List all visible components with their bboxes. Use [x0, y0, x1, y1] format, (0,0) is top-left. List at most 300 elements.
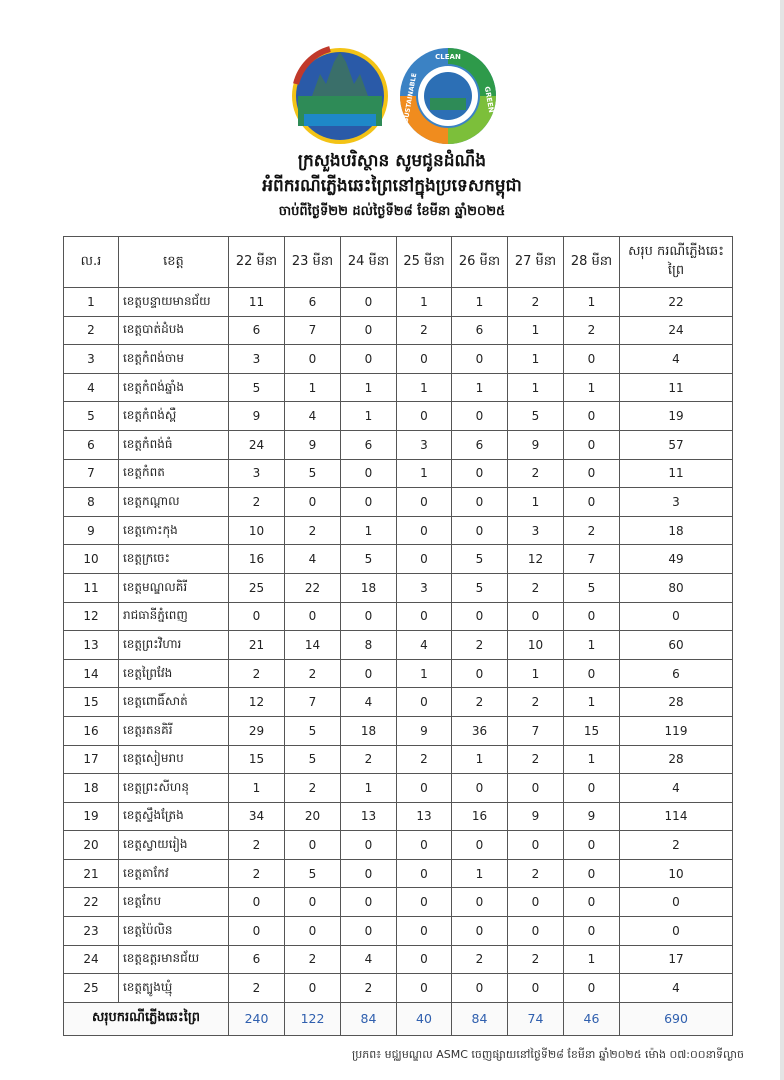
daily-count: 6 — [341, 430, 397, 459]
daily-count: 5 — [285, 459, 341, 488]
daily-count: 0 — [564, 974, 620, 1003]
row-number: 11 — [64, 573, 119, 602]
row-number: 5 — [64, 402, 119, 431]
daily-total: 84 — [341, 1002, 397, 1035]
daily-count: 2 — [285, 945, 341, 974]
column-header: សរុប ករណីភ្លើងឆេះព្រៃ — [620, 237, 733, 288]
row-number: 15 — [64, 688, 119, 717]
daily-count: 2 — [341, 745, 397, 774]
column-header: 26 មីនា — [452, 237, 508, 288]
column-header: ល.រ — [64, 237, 119, 288]
daily-count: 0 — [397, 945, 452, 974]
daily-count: 1 — [564, 288, 620, 317]
row-number: 10 — [64, 545, 119, 574]
table-row — [64, 945, 733, 974]
daily-count: 0 — [508, 888, 564, 917]
daily-count: 9 — [285, 430, 341, 459]
daily-count: 9 — [508, 430, 564, 459]
row-number: 25 — [64, 974, 119, 1003]
daily-count: 0 — [564, 430, 620, 459]
row-number: 17 — [64, 745, 119, 774]
daily-count: 29 — [229, 716, 285, 745]
row-number: 2 — [64, 316, 119, 345]
province-name: ខេត្តបាត់ដំបង — [119, 316, 229, 345]
row-total: 60 — [620, 631, 733, 660]
daily-count: 0 — [508, 831, 564, 860]
daily-count: 0 — [397, 488, 452, 517]
logo-clean-text: CLEAN — [435, 53, 461, 61]
daily-count: 0 — [564, 488, 620, 517]
daily-count: 2 — [452, 631, 508, 660]
province-name: ខេត្តកំពង់ស្ពឺ — [119, 402, 229, 431]
daily-count: 0 — [285, 831, 341, 860]
row-number: 13 — [64, 631, 119, 660]
daily-count: 15 — [564, 716, 620, 745]
daily-count: 0 — [397, 345, 452, 374]
row-total: 24 — [620, 316, 733, 345]
daily-count: 0 — [341, 659, 397, 688]
daily-count: 10 — [508, 631, 564, 660]
daily-count: 18 — [341, 573, 397, 602]
clean-green-sustainable-logo — [400, 48, 496, 144]
daily-count: 1 — [452, 288, 508, 317]
daily-count: 0 — [397, 859, 452, 888]
table-header-row — [64, 237, 733, 288]
table-row — [64, 774, 733, 803]
province-name: ខេត្តក្រចេះ — [119, 545, 229, 574]
daily-count: 16 — [229, 545, 285, 574]
row-total: 22 — [620, 288, 733, 317]
province-name: ខេត្តកែប — [119, 888, 229, 917]
province-name: ខេត្តព្រះវិហារ — [119, 631, 229, 660]
province-name: ខេត្តកោះកុង — [119, 516, 229, 545]
daily-count: 2 — [508, 459, 564, 488]
daily-count: 0 — [564, 774, 620, 803]
table-row — [64, 831, 733, 860]
daily-count: 4 — [397, 631, 452, 660]
daily-count: 2 — [229, 488, 285, 517]
daily-count: 0 — [397, 774, 452, 803]
table-row — [64, 974, 733, 1003]
daily-count: 0 — [564, 831, 620, 860]
daily-total: 240 — [229, 1002, 285, 1035]
totals-label: សរុបករណីភ្លើងឆេះព្រៃ — [64, 1002, 229, 1035]
daily-count: 6 — [285, 288, 341, 317]
daily-count: 10 — [229, 516, 285, 545]
province-name: ខេត្តព្រៃវែង — [119, 659, 229, 688]
row-total: 80 — [620, 573, 733, 602]
table-row — [64, 917, 733, 946]
province-name: ខេត្តកំពង់ធំ — [119, 430, 229, 459]
daily-count: 9 — [397, 716, 452, 745]
row-number: 1 — [64, 288, 119, 317]
daily-count: 1 — [229, 774, 285, 803]
daily-count: 1 — [397, 659, 452, 688]
daily-count: 0 — [341, 888, 397, 917]
daily-count: 4 — [341, 688, 397, 717]
daily-count: 2 — [397, 316, 452, 345]
source-note: ប្រភព៖ មជ្ឈមណ្ឌល ASMC ចេញផ្សាយនៅថ្ងៃទី២៨ ខែមីនា ឆ្នាំ២០២៥ ម៉ោង ០៧:០០នាទីល្ងាច — [352, 1048, 744, 1061]
daily-count: 4 — [341, 945, 397, 974]
daily-count: 0 — [229, 602, 285, 631]
daily-count: 0 — [564, 917, 620, 946]
daily-count: 8 — [341, 631, 397, 660]
daily-count: 0 — [452, 402, 508, 431]
column-header: 28 មីនា — [564, 237, 620, 288]
daily-count: 0 — [397, 688, 452, 717]
daily-count: 0 — [564, 402, 620, 431]
daily-count: 0 — [397, 516, 452, 545]
daily-count: 5 — [285, 859, 341, 888]
column-header: 23 មីនា — [285, 237, 341, 288]
daily-count: 0 — [397, 888, 452, 917]
daily-count: 1 — [564, 688, 620, 717]
daily-count: 0 — [285, 974, 341, 1003]
daily-count: 6 — [452, 430, 508, 459]
row-number: 24 — [64, 945, 119, 974]
daily-count: 0 — [452, 774, 508, 803]
daily-count: 13 — [397, 802, 452, 831]
daily-count: 0 — [341, 488, 397, 517]
province-name: ខេត្តកំពង់ចាម — [119, 345, 229, 374]
daily-total: 40 — [397, 1002, 452, 1035]
daily-count: 25 — [229, 573, 285, 602]
province-name: ខេត្តស្វាយរៀង — [119, 831, 229, 860]
table-row — [64, 516, 733, 545]
column-header: 24 មីនា — [341, 237, 397, 288]
daily-count: 6 — [229, 945, 285, 974]
daily-count: 5 — [452, 573, 508, 602]
row-total: 0 — [620, 917, 733, 946]
daily-count: 1 — [285, 373, 341, 402]
row-total: 10 — [620, 859, 733, 888]
daily-count: 0 — [285, 345, 341, 374]
daily-count: 7 — [285, 316, 341, 345]
daily-count: 36 — [452, 716, 508, 745]
daily-count: 2 — [508, 859, 564, 888]
daily-count: 2 — [508, 288, 564, 317]
daily-count: 0 — [452, 831, 508, 860]
row-total: 49 — [620, 545, 733, 574]
daily-count: 24 — [229, 430, 285, 459]
daily-count: 0 — [285, 917, 341, 946]
row-total: 114 — [620, 802, 733, 831]
daily-count: 4 — [285, 402, 341, 431]
column-header: 22 មីនា — [229, 237, 285, 288]
row-number: 14 — [64, 659, 119, 688]
row-number: 22 — [64, 888, 119, 917]
row-number: 21 — [64, 859, 119, 888]
daily-count: 11 — [229, 288, 285, 317]
daily-count: 1 — [508, 345, 564, 374]
row-total: 3 — [620, 488, 733, 517]
daily-count: 1 — [397, 288, 452, 317]
daily-count: 1 — [508, 316, 564, 345]
daily-total: 46 — [564, 1002, 620, 1035]
daily-count: 2 — [285, 774, 341, 803]
daily-count: 0 — [229, 888, 285, 917]
province-name: ខេត្តរតនគិរី — [119, 716, 229, 745]
daily-count: 2 — [452, 688, 508, 717]
daily-count: 0 — [452, 488, 508, 517]
daily-count: 1 — [452, 859, 508, 888]
daily-count: 9 — [564, 802, 620, 831]
daily-count: 5 — [229, 373, 285, 402]
daily-count: 1 — [508, 488, 564, 517]
daily-count: 0 — [508, 774, 564, 803]
daily-count: 5 — [452, 545, 508, 574]
province-name: ខេត្តត្បូងឃ្មុំ — [119, 974, 229, 1003]
province-name: ខេត្តកណ្តាល — [119, 488, 229, 517]
table-row — [64, 430, 733, 459]
row-total: 0 — [620, 888, 733, 917]
daily-count: 1 — [564, 745, 620, 774]
totals-row — [64, 1002, 733, 1035]
table-row — [64, 459, 733, 488]
daily-count: 0 — [285, 488, 341, 517]
table-row — [64, 716, 733, 745]
daily-count: 22 — [285, 573, 341, 602]
row-number: 16 — [64, 716, 119, 745]
row-total: 11 — [620, 459, 733, 488]
row-number: 23 — [64, 917, 119, 946]
daily-count: 7 — [564, 545, 620, 574]
ministry-logos — [290, 44, 510, 148]
daily-count: 0 — [452, 888, 508, 917]
header-date-range: ចាប់ពីថ្ងៃទី២២ ដល់ថ្ងៃទី២៨ ខែមីនា ឆ្នាំ២០២៥ — [278, 204, 506, 219]
daily-count: 0 — [452, 345, 508, 374]
daily-count: 2 — [508, 688, 564, 717]
daily-count: 0 — [397, 917, 452, 946]
daily-count: 1 — [452, 745, 508, 774]
daily-count: 0 — [341, 917, 397, 946]
daily-count: 0 — [397, 602, 452, 631]
table-row — [64, 802, 733, 831]
row-total: 6 — [620, 659, 733, 688]
daily-count: 1 — [508, 659, 564, 688]
row-total: 28 — [620, 688, 733, 717]
daily-count: 0 — [564, 888, 620, 917]
daily-total: 74 — [508, 1002, 564, 1035]
table-row — [64, 545, 733, 574]
daily-count: 0 — [341, 345, 397, 374]
daily-count: 15 — [229, 745, 285, 774]
daily-count: 2 — [452, 945, 508, 974]
province-name: ខេត្តសៀមរាប — [119, 745, 229, 774]
daily-count: 0 — [508, 974, 564, 1003]
row-total: 28 — [620, 745, 733, 774]
province-name: ខេត្តឧត្តរមានជ័យ — [119, 945, 229, 974]
daily-count: 2 — [285, 659, 341, 688]
daily-count: 0 — [397, 974, 452, 1003]
daily-count: 2 — [341, 974, 397, 1003]
daily-count: 6 — [452, 316, 508, 345]
table-row — [64, 402, 733, 431]
column-header: ខេត្ត — [119, 237, 229, 288]
daily-count: 0 — [341, 316, 397, 345]
table-row — [64, 688, 733, 717]
table-row — [64, 573, 733, 602]
daily-count: 3 — [229, 345, 285, 374]
table-row — [64, 345, 733, 374]
daily-count: 0 — [564, 602, 620, 631]
daily-count: 14 — [285, 631, 341, 660]
daily-count: 0 — [341, 602, 397, 631]
daily-count: 1 — [508, 373, 564, 402]
daily-count: 0 — [564, 345, 620, 374]
row-number: 3 — [64, 345, 119, 374]
daily-count: 2 — [229, 831, 285, 860]
daily-count: 7 — [508, 716, 564, 745]
daily-count: 2 — [564, 316, 620, 345]
province-name: ខេត្តបន្ទាយមានជ័យ — [119, 288, 229, 317]
daily-count: 0 — [285, 888, 341, 917]
daily-count: 0 — [341, 859, 397, 888]
province-name: ខេត្តកំពង់ឆ្នាំង — [119, 373, 229, 402]
daily-count: 1 — [452, 373, 508, 402]
row-total: 57 — [620, 430, 733, 459]
row-number: 7 — [64, 459, 119, 488]
province-name: ខេត្តពោធិ៍សាត់ — [119, 688, 229, 717]
daily-count: 0 — [229, 917, 285, 946]
row-total: 19 — [620, 402, 733, 431]
daily-count: 34 — [229, 802, 285, 831]
logo-sustainable-text: SUSTAINABLE — [401, 72, 419, 123]
daily-count: 1 — [341, 373, 397, 402]
daily-count: 0 — [341, 459, 397, 488]
daily-count: 1 — [341, 774, 397, 803]
daily-count: 6 — [229, 316, 285, 345]
table-row — [64, 288, 733, 317]
daily-count: 3 — [229, 459, 285, 488]
grand-total: 690 — [620, 1002, 733, 1035]
daily-count: 13 — [341, 802, 397, 831]
ministry-of-environment-logo — [292, 48, 388, 144]
daily-count: 5 — [564, 573, 620, 602]
header-line-1: ក្រសួងបរិស្ថាន សូមជូនដំណឹង — [297, 151, 487, 171]
daily-count: 18 — [341, 716, 397, 745]
daily-count: 21 — [229, 631, 285, 660]
daily-count: 2 — [508, 945, 564, 974]
table-row — [64, 373, 733, 402]
table-row — [64, 316, 733, 345]
daily-count: 5 — [508, 402, 564, 431]
daily-total: 84 — [452, 1002, 508, 1035]
daily-count: 12 — [229, 688, 285, 717]
daily-count: 0 — [564, 459, 620, 488]
province-name: ខេត្តប៉ៃលិន — [119, 917, 229, 946]
row-number: 8 — [64, 488, 119, 517]
wildfire-cases-table — [63, 236, 733, 1036]
column-header: 25 មីនា — [397, 237, 452, 288]
daily-total: 122 — [285, 1002, 341, 1035]
row-number: 20 — [64, 831, 119, 860]
daily-count: 12 — [508, 545, 564, 574]
province-name: ខេត្តព្រះសីហនុ — [119, 774, 229, 803]
row-total: 4 — [620, 974, 733, 1003]
daily-count: 2 — [564, 516, 620, 545]
daily-count: 0 — [397, 402, 452, 431]
province-name: ខេត្តតាកែវ — [119, 859, 229, 888]
daily-count: 2 — [229, 974, 285, 1003]
province-name: ខេត្តកំពត — [119, 459, 229, 488]
daily-count: 1 — [397, 459, 452, 488]
row-total: 11 — [620, 373, 733, 402]
province-name: រាជធានីភ្នំពេញ — [119, 602, 229, 631]
daily-count: 3 — [508, 516, 564, 545]
daily-count: 16 — [452, 802, 508, 831]
daily-count: 0 — [452, 459, 508, 488]
row-total: 2 — [620, 831, 733, 860]
daily-count: 2 — [508, 745, 564, 774]
daily-count: 0 — [341, 288, 397, 317]
daily-count: 5 — [341, 545, 397, 574]
province-name: ខេត្តស្ទឹងត្រែង — [119, 802, 229, 831]
row-total: 18 — [620, 516, 733, 545]
table-row — [64, 859, 733, 888]
daily-count: 1 — [341, 516, 397, 545]
daily-count: 1 — [341, 402, 397, 431]
table-row — [64, 488, 733, 517]
daily-count: 0 — [452, 974, 508, 1003]
row-total: 17 — [620, 945, 733, 974]
daily-count: 0 — [508, 602, 564, 631]
daily-count: 9 — [508, 802, 564, 831]
daily-count: 0 — [285, 602, 341, 631]
daily-count: 4 — [285, 545, 341, 574]
daily-count: 0 — [452, 602, 508, 631]
row-total: 4 — [620, 774, 733, 803]
table-row — [64, 745, 733, 774]
row-number: 18 — [64, 774, 119, 803]
daily-count: 1 — [564, 631, 620, 660]
daily-count: 1 — [564, 373, 620, 402]
daily-count: 5 — [285, 745, 341, 774]
row-total: 4 — [620, 345, 733, 374]
daily-count: 20 — [285, 802, 341, 831]
row-number: 6 — [64, 430, 119, 459]
row-total: 119 — [620, 716, 733, 745]
daily-count: 0 — [452, 917, 508, 946]
daily-count: 3 — [397, 430, 452, 459]
daily-count: 0 — [397, 545, 452, 574]
daily-count: 1 — [397, 373, 452, 402]
row-number: 19 — [64, 802, 119, 831]
daily-count: 9 — [229, 402, 285, 431]
table-row — [64, 602, 733, 631]
daily-count: 7 — [285, 688, 341, 717]
daily-count: 0 — [452, 659, 508, 688]
header-line-2: អំពីករណីភ្លើងឆេះព្រៃនៅក្នុងប្រទេសកម្ពុជា — [262, 176, 522, 196]
table-row — [64, 659, 733, 688]
daily-count: 0 — [341, 831, 397, 860]
row-number: 4 — [64, 373, 119, 402]
row-number: 12 — [64, 602, 119, 631]
logo-green-text: GREEN — [482, 85, 496, 114]
daily-count: 2 — [397, 745, 452, 774]
daily-count: 0 — [508, 917, 564, 946]
daily-count: 2 — [229, 859, 285, 888]
daily-count: 2 — [285, 516, 341, 545]
row-total: 0 — [620, 602, 733, 631]
daily-count: 0 — [564, 859, 620, 888]
province-name: ខេត្តមណ្ឌលគិរី — [119, 573, 229, 602]
table-row — [64, 888, 733, 917]
daily-count: 2 — [508, 573, 564, 602]
daily-count: 3 — [397, 573, 452, 602]
daily-count: 0 — [452, 516, 508, 545]
daily-count: 2 — [229, 659, 285, 688]
